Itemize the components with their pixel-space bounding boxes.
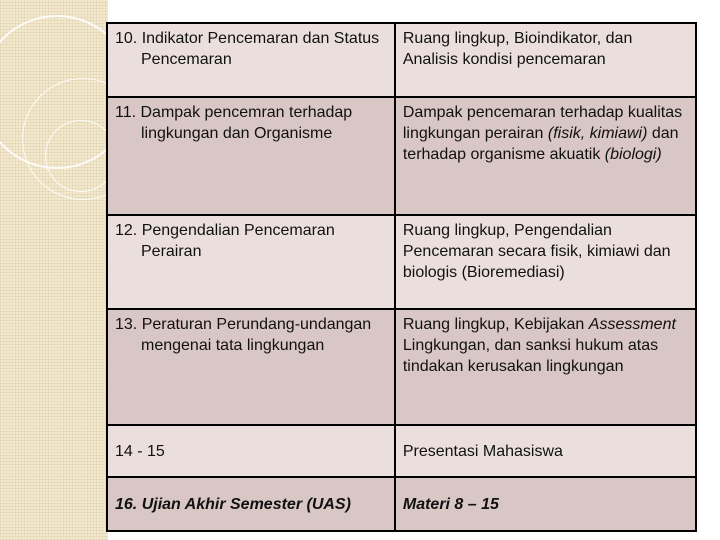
material-cell: [395, 97, 696, 215]
table-row: [107, 97, 696, 215]
table-row: [107, 23, 696, 97]
topic-cell: [107, 97, 395, 215]
topic-text: 10. Indikator Pencemaran dan Status Pencemaran: [115, 30, 380, 68]
material-text: dan terhadap organisme akuatik: [402, 125, 679, 163]
topic-cell: [107, 477, 395, 531]
table-row: [107, 309, 696, 425]
material-cell: [395, 477, 696, 531]
material-cell: [395, 215, 696, 309]
topic-text: 16. Ujian Akhir Semester (UAS): [115, 495, 351, 513]
material-text: Lingkungan, dan sanksi hukum atas tindakan kerusakan lingkungan: [402, 337, 659, 375]
topic-text: 13. Peraturan Perundang-undangan mengenai tata lingkungan: [115, 316, 372, 354]
material-text-italic: Assessment: [588, 316, 676, 333]
table-row: [107, 477, 696, 531]
topic-text: 14 - 15: [115, 442, 165, 460]
material-text: Ruang lingkup, Kebijakan: [402, 316, 589, 333]
topic-cell: [107, 425, 395, 477]
material-text: Materi 8 – 15: [402, 495, 499, 513]
material-cell: [395, 425, 696, 477]
material-text: Dampak pencemaran terhadap kualitas lingkungan perairan: [402, 104, 683, 142]
material-text-italic: (biologi): [604, 146, 662, 163]
material-cell: [395, 309, 696, 425]
topic-cell: [107, 215, 395, 309]
material-text: Ruang lingkup, Pengendalian Pencemaran secara fisik, kimiawi dan biologis (Bioremediasi): [402, 222, 671, 281]
topic-cell: [107, 309, 395, 425]
topic-text: 11. Dampak pencemran terhadap lingkungan dan Organisme: [115, 104, 353, 142]
table-row: [107, 215, 696, 309]
decorative-side-panel: [0, 0, 108, 540]
material-text: Presentasi Mahasiswa: [402, 442, 563, 460]
topic-text: 12. Pengendalian Pencemaran Perairan: [115, 222, 335, 260]
topic-cell: [107, 23, 395, 97]
material-text-italic: (fisik, kimiawi): [547, 125, 648, 142]
syllabus-table: [106, 22, 697, 532]
material-cell: [395, 23, 696, 97]
table-row: [107, 425, 696, 477]
material-text: Ruang lingkup, Bioindikator, dan Analisis kondisi pencemaran: [402, 30, 633, 68]
